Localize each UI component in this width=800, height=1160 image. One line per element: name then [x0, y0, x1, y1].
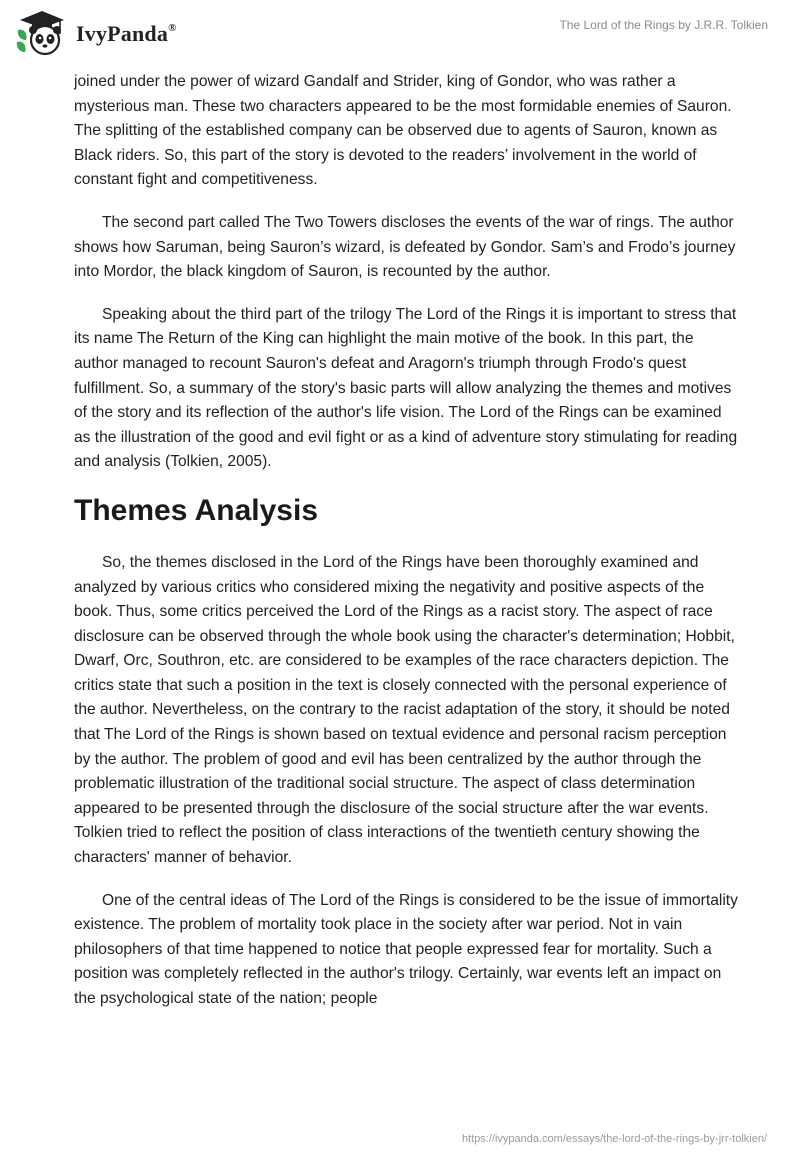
essay-content: [74, 70, 738, 1030]
section-heading-themes-analysis: Themes Analysis: [74, 493, 318, 527]
brand-logo[interactable]: [14, 8, 177, 58]
brand-name: IvyPanda®: [76, 21, 177, 46]
paragraph-immortality: One of the central ideas of The Lord of the Rings is considered to be the issue of immortality existence. The problem of mortality took place in the society after war period. Not in vain philosophers of that time happened to notice that people expressed fear for mortality. Such a position was completely reflected in the author's trilogy. Certainly, war events left an impact on the psychological state of the nation; people: [74, 891, 738, 1007]
panda-graduation-cap-icon: [14, 8, 70, 58]
page-header: [0, 0, 800, 62]
paragraph-return-of-the-king: Speaking about the third part of the trilogy The Lord of the Rings it is important to stress that its name The Return of the King can highlight the main motive of the book. In this part, the author managed to recount Sauron's defeat and Aragorn's triumph through Frodo's quest fulfillment. So, a summary of the story's basic parts will allow analyzing the themes and motives of the story and its reflection of the author's life vision. The Lord of the Rings can be examined as the illustration of the good and evil fight or as a kind of adventure story stimulating for reading and analysis (Tolkien, 2005).: [74, 305, 738, 471]
paragraph-continuation: joined under the power of wizard Gandalf and Strider, king of Gondor, who was rather a mysterious man. These two characters appeared to be the most formidable enemies of Sauron. The splitting of the established company can be observed due to agents of Sauron, known as Black riders. So, this part of the story is devoted to the readers’ involvement in the world of constant fight and competitiveness.: [74, 73, 732, 189]
paragraph-themes-racism: So, the themes disclosed in the Lord of the Rings have been thoroughly examined and analyzed by various critics who considered mixing the negativity and positive aspects of the book. Thus, some critics perceived the Lord of the Rings as a racist story. The aspect of race disclosure can be observed through the whole book using the character's determination; Hobbit, Dwarf, Orc, Southron, etc. are considered to be examples of the race characters depiction. The critics state that such a position in the text is closely connected with the personal experience of the author. Nevertheless, on the contrary to the racist adaptation of the story, it should be noted that The Lord of the Rings is shown based on textual evidence and personal racism perception by the author. The problem of good and evil has been centralized by the author through the problematic illustration of the traditional social structure. The aspect of class determination appeared to be presented through the disclosure of the social structure after the war events. Tolkien tried to reflect the position of class interactions of the twentieth century showing the characters' manner of behavior.: [74, 553, 735, 867]
source-url[interactable]: https://ivypanda.com/essays/the-lord-of-the-rings-by-jrr-tolkien/: [461, 1133, 767, 1145]
registered-mark: ®: [168, 21, 177, 34]
document-title: The Lord of the Rings by J.R.R. Tolkien: [559, 18, 768, 32]
paragraph-two-towers: The second part called The Two Towers discloses the events of the war of rings. The author shows how Saruman, being Sauron’s wizard, is defeated by Gondor. Sam’s and Frodo’s journey into Mordor, the black kingdom of Sauron, is recounted by the author.: [74, 213, 736, 281]
